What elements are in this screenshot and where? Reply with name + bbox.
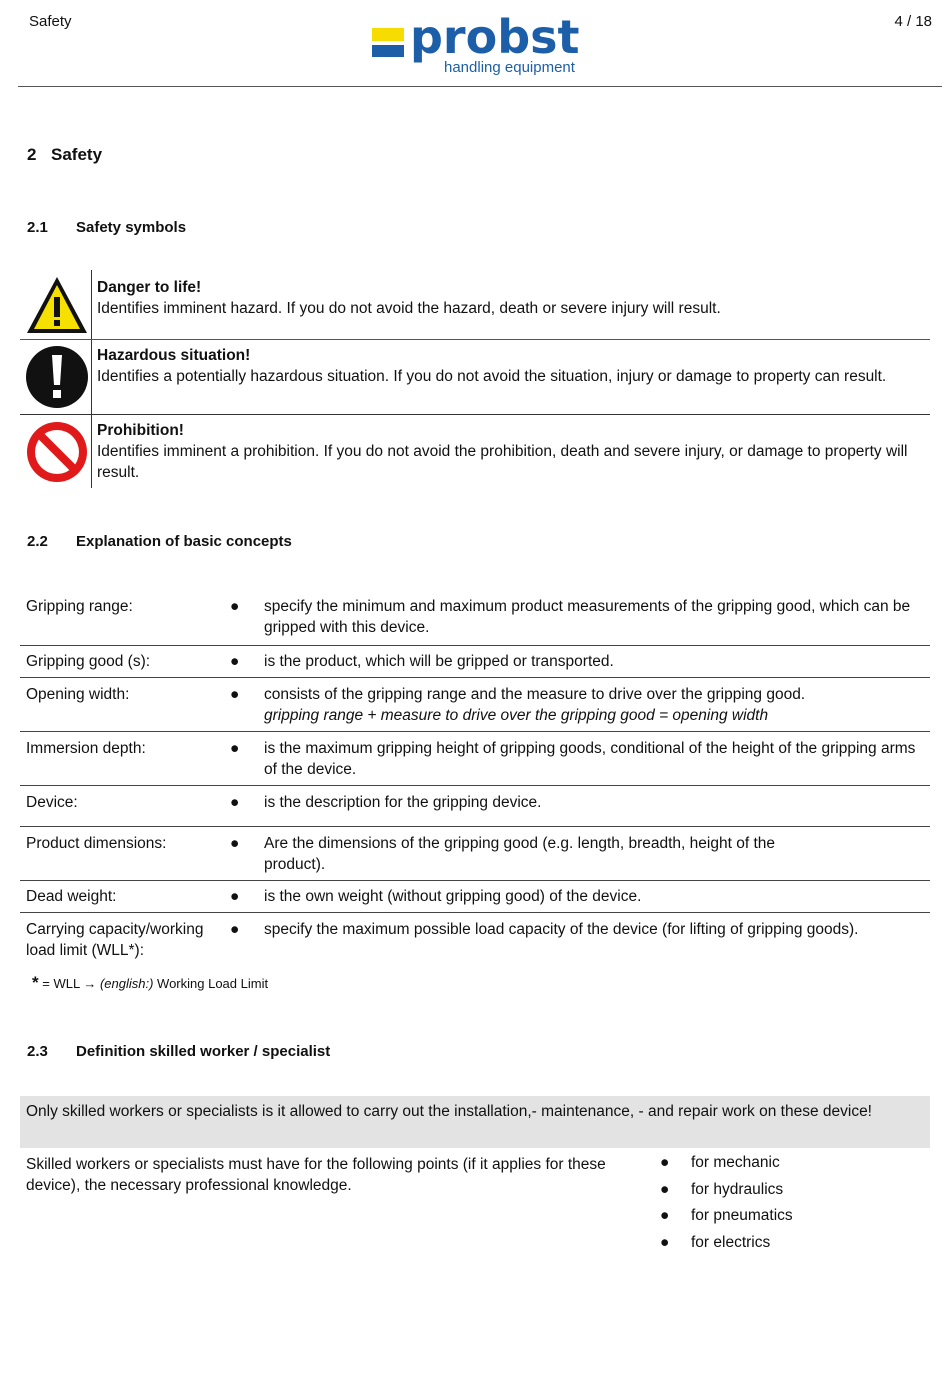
concept-label: Device:: [26, 794, 78, 811]
footnote-term: Working Load Limit: [157, 976, 269, 991]
subsection-number: 2.1: [27, 219, 48, 236]
concept-label: Dead weight:: [26, 888, 117, 905]
subsection-title: Explanation of basic concepts: [76, 533, 292, 550]
skill-label: for electrics: [691, 1233, 771, 1251]
symbol-title: Hazardous situation!: [97, 347, 251, 364]
bullet: ●: [230, 921, 240, 938]
concept-label: Gripping good (s):: [26, 653, 151, 670]
exclamation-circle-icon: [25, 345, 89, 409]
subsection-number: 2.2: [27, 533, 48, 550]
header-section-name: Safety: [29, 13, 72, 30]
symbol-description: [92, 340, 930, 414]
bullet: ●: [660, 1180, 670, 1198]
logo-subtitle: handling equipment: [444, 59, 575, 76]
concept-text: is the maximum gripping height of gripping goods, conditional of the height of the gripping arms of the device.: [264, 740, 916, 778]
bullet: ●: [660, 1207, 670, 1224]
footnote-eq: = WLL: [42, 976, 80, 991]
concept-row: [20, 881, 930, 913]
symbol-title: Prohibition!: [97, 422, 184, 439]
skill-label: for pneumatics: [691, 1207, 793, 1224]
probst-logo: [372, 10, 602, 80]
skill-label: for hydraulics: [691, 1180, 784, 1198]
logo-wordmark: probst: [410, 10, 580, 64]
symbol-description: [92, 415, 930, 488]
subsection-title: Safety symbols: [76, 219, 187, 236]
bullet: ●: [230, 888, 240, 905]
concept-text: specify the minimum and maximum product measurements of the gripping good, which can be gripped with this device.: [264, 598, 911, 636]
concept-row: [20, 678, 930, 732]
page-number: 4 / 18: [894, 13, 932, 30]
symbol-description: [92, 270, 930, 339]
arrow-right-icon: →: [83, 976, 97, 991]
concept-text: is the product, which will be gripped or transported.: [264, 653, 614, 670]
section-title: Safety: [51, 145, 103, 164]
bullet: ●: [230, 835, 240, 852]
symbol-text: Identifies a potentially hazardous situation. If you do not avoid the situation, injury or damage to property can result.: [97, 368, 887, 385]
footnote-star: *: [32, 973, 39, 992]
logo-blue-bar: [372, 45, 404, 57]
list-item: [660, 1207, 793, 1234]
symbol-title: Danger to life!: [97, 279, 202, 296]
skill-label: for mechanic: [691, 1154, 780, 1171]
subsection-number: 2.3: [27, 1043, 48, 1060]
skill-list: [660, 1154, 793, 1260]
subsection-heading-symbols: [27, 219, 186, 236]
list-item: [660, 1234, 793, 1261]
safety-symbols-table: [20, 270, 930, 488]
concept-text: specify the maximum possible load capacity of the device (for lifting of gripping goods).: [264, 921, 859, 938]
prohibition-icon: [25, 420, 89, 484]
concept-row: [20, 646, 930, 678]
symbol-cell: [20, 340, 92, 414]
concept-row: [20, 786, 930, 827]
concept-text: Are the dimensions of the gripping good (e.g. length, breadth, height of the product).: [264, 835, 775, 873]
subsection-heading-concepts: [27, 533, 292, 550]
concept-row: [20, 596, 930, 646]
section-number: 2: [27, 145, 37, 164]
bullet: ●: [230, 740, 240, 757]
bullet: ●: [230, 794, 240, 811]
skilled-notice: Only skilled workers or specialists is it allowed to carry out the installation,- maintenance, - and repair work on these device!: [20, 1096, 930, 1148]
symbol-cell: [20, 415, 92, 488]
header-divider: [18, 86, 942, 87]
concept-formula: gripping range + measure to drive over the gripping good = opening width: [264, 707, 769, 724]
concept-text: is the description for the gripping device.: [264, 794, 542, 811]
concept-text: is the own weight (without gripping good) of the device.: [264, 888, 642, 905]
bullet: ●: [230, 598, 240, 615]
symbol-row-danger: [20, 270, 930, 339]
concept-row: [20, 732, 930, 786]
wll-footnote: [32, 973, 268, 993]
bullet: ●: [660, 1233, 670, 1251]
list-item: [660, 1181, 793, 1208]
symbol-text: Identifies imminent a prohibition. If you do not avoid the prohibition, death and severe injury, or damage to property will result.: [97, 443, 908, 481]
subsection-title: Definition skilled worker / specialist: [76, 1043, 331, 1060]
logo-yellow-bar: [372, 28, 404, 41]
concepts-table: [20, 596, 930, 965]
bullet: ●: [230, 686, 240, 703]
symbol-cell: [20, 270, 92, 339]
concept-label: Immersion depth:: [26, 740, 146, 757]
footnote-lang: (english:): [99, 976, 154, 991]
skilled-description: Skilled workers or specialists must have for the following points (if it applies for these device), the necessary professional knowledge.: [26, 1156, 606, 1194]
concept-text-block: [264, 684, 930, 731]
concept-row: [20, 913, 930, 965]
concept-label: Carrying capacity/working load limit (WLL*):: [26, 921, 204, 959]
concept-label: Product dimensions:: [26, 835, 167, 852]
bullet: ●: [230, 653, 240, 670]
warning-triangle-icon: [25, 275, 89, 337]
concept-row: [20, 827, 930, 881]
concept-label: Gripping range:: [26, 598, 133, 615]
symbol-row-hazard: [20, 339, 930, 414]
section-heading: [27, 145, 102, 165]
subsection-heading-skilled: [27, 1043, 330, 1060]
concept-text: consists of the gripping range and the measure to drive over the gripping good.: [264, 686, 806, 703]
symbol-text: Identifies imminent hazard. If you do not avoid the hazard, death or severe injury will result.: [97, 300, 721, 317]
symbol-row-prohibition: [20, 414, 930, 488]
concept-label: Opening width:: [26, 686, 130, 703]
bullet: ●: [660, 1154, 670, 1171]
list-item: [660, 1154, 793, 1181]
